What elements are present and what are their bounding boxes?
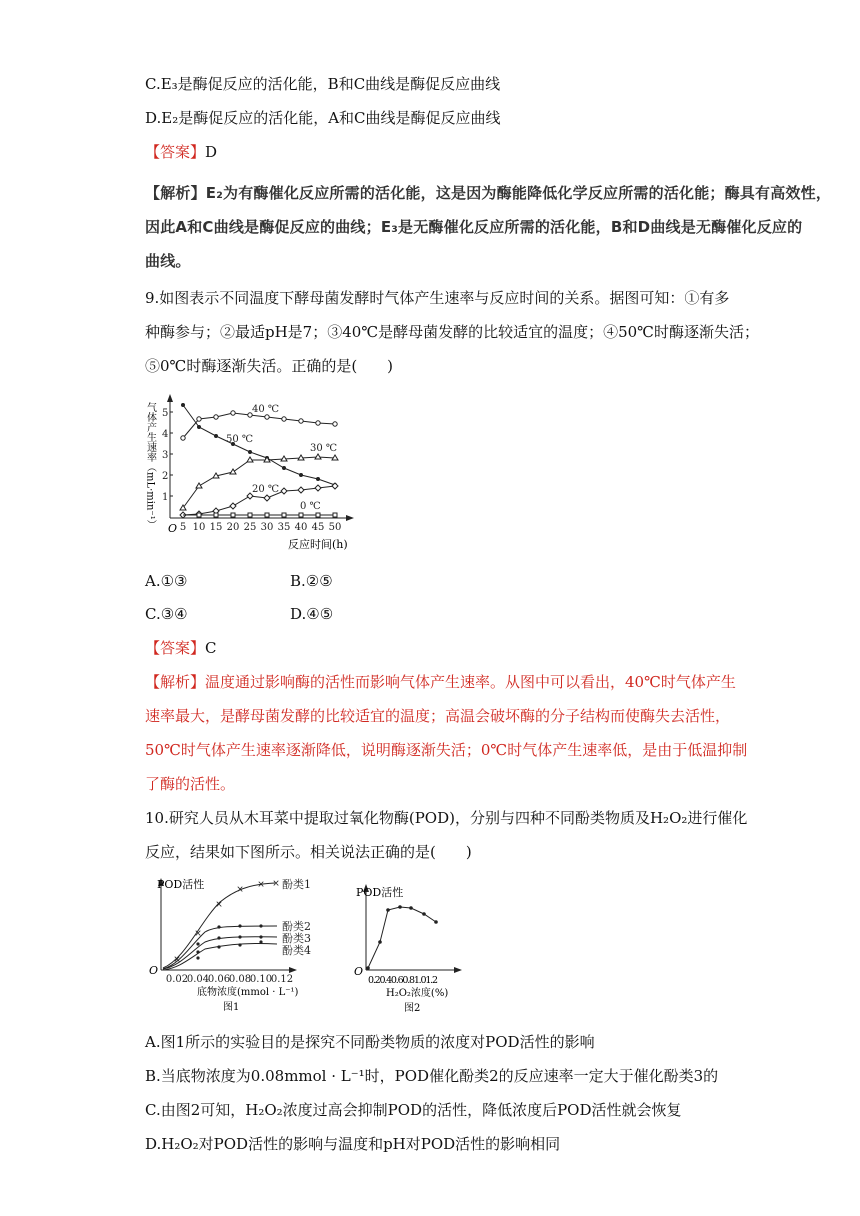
- answer-label: 【答案】: [145, 143, 206, 161]
- x-tick: 30: [260, 522, 274, 533]
- origin-label: O: [149, 964, 159, 977]
- origin-label: O: [354, 965, 364, 978]
- curve-40c: [183, 413, 335, 438]
- y-axis-label: POD活性: [356, 886, 404, 899]
- y-tick-5: 5: [162, 408, 169, 419]
- q8-answer: [145, 142, 217, 162]
- label-50c: 50 ℃: [226, 434, 254, 445]
- x-axis-arrow: [346, 515, 354, 521]
- q9-stem-line-1: 9.如图表示不同温度下酵母菌发酵时气体产生速率与反应时间的关系。据图可知：①有多: [145, 289, 730, 307]
- x-tick: 0.12: [270, 974, 294, 985]
- q9-explanation-line-1: 【解析】温度通过影响酶的活性而影响气体产生速率。从图中可以看出，40℃时气体产生: [145, 673, 736, 691]
- curve-0c-points: [197, 513, 337, 517]
- label-0c: 0 ℃: [300, 501, 321, 512]
- q10-stem-line-2: 反应，结果如下图所示。相关说法正确的是( ): [145, 843, 472, 861]
- x-tick: 40: [294, 522, 308, 533]
- y-axis-arrow: [167, 394, 173, 402]
- fig2-points: [366, 905, 438, 970]
- curve-40c-points: [181, 411, 337, 440]
- x-axis-label: H₂O₂浓度(%): [386, 988, 449, 999]
- series-1-label: 酚类1: [282, 878, 311, 891]
- x-tick: 25: [243, 522, 257, 533]
- q9-option-a: A.①③: [145, 572, 188, 590]
- x-tick: 20: [226, 522, 240, 533]
- q9-option-b: B.②⑤: [290, 572, 333, 590]
- q9-explanation-line-4: 了酶的活性。: [145, 775, 236, 793]
- q9-explanation-line-3: 50℃时气体产生速率逐渐降低，说明酶逐渐失活；0℃时气体产生速率低，是由于低温抑制: [145, 741, 748, 759]
- q8-explanation-line-1: 【解析】E₂为有酶催化反应所需的活化能，这是因为酶能降低化学反应所需的活化能；酶具有高效性，: [145, 184, 832, 202]
- y-axis-label: POD活性: [157, 878, 205, 891]
- x-tick: 10: [192, 522, 206, 533]
- label-30c: 30 ℃: [310, 443, 338, 454]
- label-20c: 20 ℃: [252, 484, 280, 495]
- q9-stem-line-2: 种酶参与；②最适pH是7；③40℃是酵母菌发酵的比较适宜的温度；④50℃时酶逐渐失活；: [145, 323, 759, 341]
- series-3-label: 酚类3: [282, 932, 311, 945]
- svg-text:×: ×: [194, 929, 202, 939]
- q8-option-c: C.E₃是酶促反应的活化能，B和C曲线是酶促反应曲线: [145, 75, 501, 93]
- svg-text:×: ×: [236, 885, 244, 895]
- origin-label: O: [168, 522, 178, 535]
- q10-option-c: C.由图2可知，H₂O₂浓度过高会抑制POD的活性，降低浓度后POD活性就会恢复: [145, 1101, 682, 1119]
- x-tick: 0.06: [207, 974, 231, 985]
- x-axis-label: 底物浓度(mmol · L⁻¹): [197, 987, 299, 998]
- svg-text:×: ×: [272, 879, 280, 889]
- y-tick-1: 1: [162, 492, 169, 503]
- y-tick-2: 2: [162, 471, 169, 482]
- x-tick: 45: [311, 522, 325, 533]
- q9-option-c: C.③④: [145, 605, 188, 623]
- q8-explanation-line-2: 因此A和C曲线是酶促反应的曲线；E₃是无酶催化反应所需的活化能，B和D曲线是无酶催化反应的: [145, 218, 803, 236]
- q10-option-a: A.图1所示的实验目的是探究不同酚类物质的浓度对POD活性的影响: [145, 1033, 595, 1051]
- y-axis-label: 气体产生速率（mL·min⁻¹）: [144, 402, 156, 530]
- label-40c: 40 ℃: [252, 404, 280, 415]
- q10-option-b: B.当底物浓度为0.08mmol · L⁻¹时，POD催化酚类2的反应速率一定大于催化酚类3的: [145, 1067, 719, 1085]
- answer-value: D: [205, 143, 218, 161]
- svg-text:×: ×: [257, 880, 265, 890]
- x-tick: 15: [209, 522, 223, 533]
- answer-label: 【答案】: [145, 639, 206, 657]
- q9-chart: [140, 388, 370, 556]
- y-tick-3: 3: [162, 450, 169, 461]
- fig2-caption: 图2: [404, 1003, 421, 1014]
- answer-value: C: [205, 639, 217, 657]
- series-4-label: 酚类4: [282, 944, 311, 957]
- q8-option-d: D.E₂是酶促反应的活化能，A和C曲线是酶促反应曲线: [145, 109, 501, 127]
- x-tick: 0.04: [186, 974, 210, 985]
- x-tick: 35: [277, 522, 291, 533]
- fig1-caption: 图1: [223, 1002, 240, 1013]
- svg-text:×: ×: [173, 955, 181, 965]
- series-1-points: [173, 879, 280, 965]
- x-tick: 0.02: [165, 974, 189, 985]
- x-tick: 0.10: [249, 974, 273, 985]
- x-ticks: 0.20.40.60.81.01.2: [368, 975, 438, 986]
- series-2-label: 酚类2: [282, 920, 311, 933]
- q10-option-d: D.H₂O₂对POD活性的影响与温度和pH对POD活性的影响相同: [145, 1135, 561, 1153]
- q10-fig1: [145, 874, 325, 1014]
- x-tick: 5: [179, 522, 187, 533]
- x-axis-label: 反应时间(h): [288, 538, 348, 551]
- x-tick: 0.08: [228, 974, 252, 985]
- q9-answer: [145, 638, 217, 658]
- q8-explanation-line-3: 曲线。: [145, 252, 191, 270]
- q9-explanation-line-2: 速率最大，是酵母菌发酵的比较适宜的温度；高温会破坏酶的分子结构而使酶失去活性，: [145, 707, 731, 725]
- y-tick-4: 4: [162, 429, 169, 440]
- q10-stem-line-1: 10.研究人员从木耳菜中提取过氧化物酶(POD)，分别与四种不同酚类物质及H₂O₂进行催化: [145, 809, 748, 827]
- fig2-curve: [368, 907, 436, 968]
- x-tick: 50: [328, 522, 342, 533]
- q9-option-d: D.④⑤: [290, 605, 334, 623]
- svg-text:×: ×: [215, 900, 223, 910]
- q9-stem-line-3: ⑤0℃时酶逐渐失活。正确的是( ): [145, 357, 394, 375]
- q10-fig2: [350, 880, 470, 1014]
